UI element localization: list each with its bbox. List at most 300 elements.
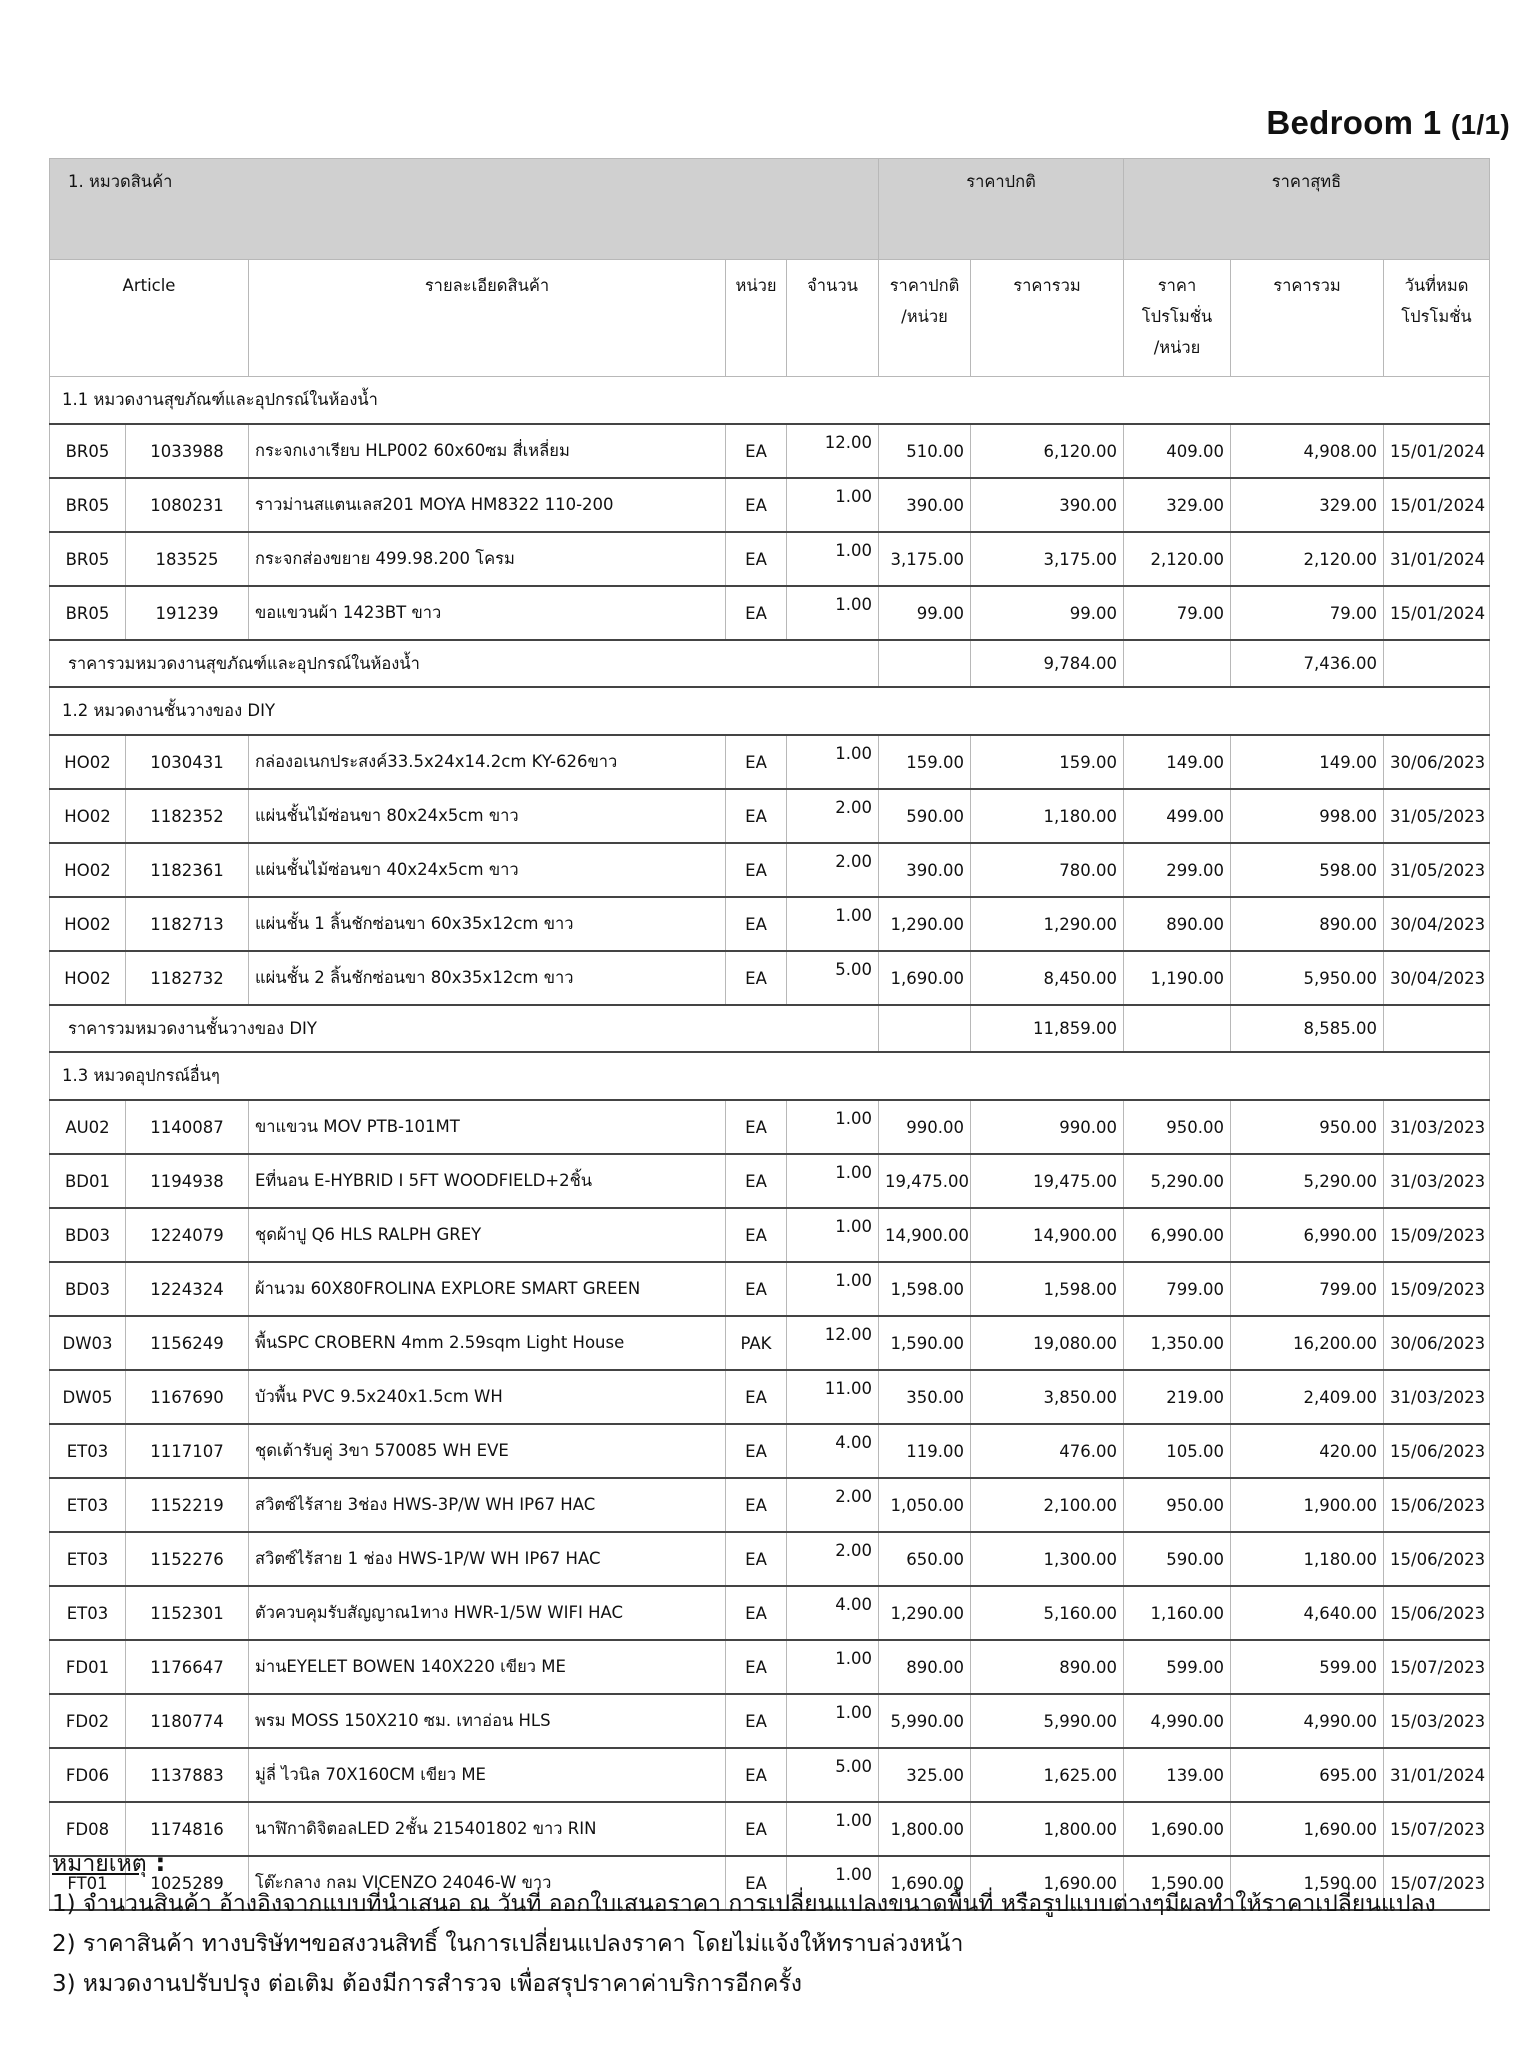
- article-cell: 1182361: [126, 843, 249, 897]
- quantity-cell: 2.00: [787, 843, 879, 897]
- subtotal-row: [50, 640, 1490, 687]
- group-code-cell: BD01: [50, 1154, 126, 1208]
- promo-price-cell: 950.00: [1124, 1478, 1231, 1532]
- header-line: โปรโมชั่น: [1141, 307, 1213, 326]
- net-total-cell: 1,900.00: [1231, 1478, 1384, 1532]
- net-total-cell: 599.00: [1231, 1640, 1384, 1694]
- regular-price-cell: 350.00: [879, 1370, 971, 1424]
- promo-price-cell: 219.00: [1124, 1370, 1231, 1424]
- net-total-cell: 79.00: [1231, 586, 1384, 640]
- regular-price-cell: 159.00: [879, 735, 971, 789]
- description-cell: ราวม่านสแตนเลส201 MOYA HM8322 110-200: [249, 478, 726, 532]
- quantity-cell: 2.00: [787, 1532, 879, 1586]
- promo-end-cell: 31/05/2023: [1384, 789, 1490, 843]
- promo-end-cell: 15/09/2023: [1384, 1262, 1490, 1316]
- regular-total-cell: 1,180.00: [971, 789, 1124, 843]
- description-cell: แผ่นชั้นไม้ซ่อนขา 80x24x5cm ขาว: [249, 789, 726, 843]
- regular-price-cell: 1,598.00: [879, 1262, 971, 1316]
- regular-price-cell: 650.00: [879, 1532, 971, 1586]
- net-total-cell: 1,590.00: [1231, 1856, 1384, 1910]
- promo-end-cell: 15/01/2024: [1384, 586, 1490, 640]
- quantity-cell: 1.00: [787, 1694, 879, 1748]
- table-row: [50, 1424, 1490, 1478]
- description-cell: กระจกเงาเรียบ HLP002 60x60ซม สี่เหลี่ยม: [249, 424, 726, 478]
- subtotal-net: 7,436.00: [1231, 640, 1384, 687]
- net-total-cell: 16,200.00: [1231, 1316, 1384, 1370]
- unit-cell: PAK: [726, 1316, 787, 1370]
- regular-price-cell: 990.00: [879, 1100, 971, 1154]
- unit-cell: EA: [726, 586, 787, 640]
- table-row: [50, 1370, 1490, 1424]
- regular-total-cell: 159.00: [971, 735, 1124, 789]
- unit-cell: EA: [726, 951, 787, 1005]
- section-row: [50, 377, 1490, 425]
- regular-price-cell: 3,175.00: [879, 532, 971, 586]
- promo-price-cell: 5,290.00: [1124, 1154, 1231, 1208]
- net-total-cell: 2,409.00: [1231, 1370, 1384, 1424]
- table-row: [50, 1208, 1490, 1262]
- promo-end-cell: 15/06/2023: [1384, 1532, 1490, 1586]
- regular-total-cell: 19,475.00: [971, 1154, 1124, 1208]
- description-cell: Eที่นอน E-HYBRID I 5FT WOODFIELD+2ชิ้น: [249, 1154, 726, 1208]
- description-cell: โต๊ะกลาง กลม VICENZO 24046-W ขาว: [249, 1856, 726, 1910]
- group-code-cell: ET03: [50, 1586, 126, 1640]
- description-cell: ผ้านวม 60X80FROLINA EXPLORE SMART GREEN: [249, 1262, 726, 1316]
- table-row: [50, 424, 1490, 478]
- group-code-cell: BR05: [50, 424, 126, 478]
- unit-cell: EA: [726, 1640, 787, 1694]
- quantity-cell: 1.00: [787, 1208, 879, 1262]
- description-cell: พรม MOSS 150X210 ซม. เทาอ่อน HLS: [249, 1694, 726, 1748]
- article-cell: 1182732: [126, 951, 249, 1005]
- description-cell: แผ่นชั้น 1 ลิ้นชักซ่อนขา 60x35x12cm ขาว: [249, 897, 726, 951]
- unit-cell: EA: [726, 478, 787, 532]
- table-row: [50, 586, 1490, 640]
- promo-end-cell: 30/06/2023: [1384, 735, 1490, 789]
- group-code-cell: FD02: [50, 1694, 126, 1748]
- promo-end-cell: 31/01/2024: [1384, 532, 1490, 586]
- regular-price-cell: 390.00: [879, 478, 971, 532]
- group-code-cell: HO02: [50, 951, 126, 1005]
- article-cell: 1140087: [126, 1100, 249, 1154]
- quantity-cell: 1.00: [787, 586, 879, 640]
- notes-heading-line: [52, 1843, 1436, 1884]
- unit-cell: EA: [726, 1424, 787, 1478]
- regular-total-cell: 1,800.00: [971, 1802, 1124, 1856]
- table-row: [50, 1478, 1490, 1532]
- group-code-cell: FD06: [50, 1748, 126, 1802]
- promo-price-cell: 590.00: [1124, 1532, 1231, 1586]
- table-row: [50, 1694, 1490, 1748]
- column-header-row: [50, 260, 1490, 377]
- net-total-cell: 149.00: [1231, 735, 1384, 789]
- promo-end-cell: 15/03/2023: [1384, 1694, 1490, 1748]
- unit-cell: EA: [726, 424, 787, 478]
- subtotal-regular: 11,859.00: [971, 1005, 1124, 1052]
- net-total-cell: 998.00: [1231, 789, 1384, 843]
- regular-price-cell: 1,690.00: [879, 1856, 971, 1910]
- promo-price-cell: 1,690.00: [1124, 1802, 1231, 1856]
- unit-cell: EA: [726, 1856, 787, 1910]
- group-code-cell: AU02: [50, 1100, 126, 1154]
- article-cell: 183525: [126, 532, 249, 586]
- quantity-cell: 2.00: [787, 789, 879, 843]
- subtotal-row: [50, 1005, 1490, 1052]
- quantity-cell: 1.00: [787, 1100, 879, 1154]
- article-cell: 1194938: [126, 1154, 249, 1208]
- group-code-cell: HO02: [50, 735, 126, 789]
- unit-cell: EA: [726, 897, 787, 951]
- net-price-group-header: ราคาสุทธิ: [1124, 159, 1490, 260]
- net-total-cell: 2,120.00: [1231, 532, 1384, 586]
- promo-price-cell: 105.00: [1124, 1424, 1231, 1478]
- regular-total-cell: 1,690.00: [971, 1856, 1124, 1910]
- regular-total-cell: 890.00: [971, 1640, 1124, 1694]
- description-column-header: รายละเอียดสินค้า: [249, 260, 726, 377]
- description-cell: นาฬิกาดิจิตอลLED 2ชั้น 215401802 ขาว RIN: [249, 1802, 726, 1856]
- net-total-cell: 6,990.00: [1231, 1208, 1384, 1262]
- table-row: [50, 1532, 1490, 1586]
- promo-end-cell: 31/05/2023: [1384, 843, 1490, 897]
- net-total-cell: 4,990.00: [1231, 1694, 1384, 1748]
- net-total-cell: 950.00: [1231, 1100, 1384, 1154]
- promo-end-cell: 31/03/2023: [1384, 1154, 1490, 1208]
- description-cell: ชุดเต้ารับคู่ 3ขา 570085 WH EVE: [249, 1424, 726, 1478]
- quantity-cell: 5.00: [787, 1748, 879, 1802]
- quantity-cell: 4.00: [787, 1424, 879, 1478]
- net-total-cell: 799.00: [1231, 1262, 1384, 1316]
- description-cell: มู่ลี่ ไวนิล 70X160CM เขียว ME: [249, 1748, 726, 1802]
- regular-total-cell: 6,120.00: [971, 424, 1124, 478]
- regular-price-cell: 1,050.00: [879, 1478, 971, 1532]
- article-cell: 1182713: [126, 897, 249, 951]
- unit-cell: EA: [726, 1586, 787, 1640]
- section-title: 1.1 หมวดงานสุขภัณฑ์และอุปกรณ์ในห้องน้ำ: [50, 377, 1490, 425]
- subtotal-spacer: [879, 640, 971, 687]
- promo-end-cell: 31/03/2023: [1384, 1100, 1490, 1154]
- table-row: [50, 1640, 1490, 1694]
- promo-price-cell: 4,990.00: [1124, 1694, 1231, 1748]
- regular-price-unit-column-header: [879, 260, 971, 377]
- table-row: [50, 478, 1490, 532]
- subtotal-spacer: [1384, 640, 1490, 687]
- promo-price-cell: 2,120.00: [1124, 532, 1231, 586]
- group-code-cell: ET03: [50, 1532, 126, 1586]
- promo-price-cell: 329.00: [1124, 478, 1231, 532]
- description-cell: กระจกส่องขยาย 499.98.200 โครม: [249, 532, 726, 586]
- regular-price-cell: 119.00: [879, 1424, 971, 1478]
- unit-cell: EA: [726, 1370, 787, 1424]
- group-code-cell: FT01: [50, 1856, 126, 1910]
- group-code-cell: ET03: [50, 1424, 126, 1478]
- article-cell: 1152301: [126, 1586, 249, 1640]
- category-header: 1. หมวดสินค้า: [50, 159, 879, 260]
- group-code-cell: HO02: [50, 897, 126, 951]
- subtotal-regular: 9,784.00: [971, 640, 1124, 687]
- regular-total-cell: 780.00: [971, 843, 1124, 897]
- promo-price-cell: 6,990.00: [1124, 1208, 1231, 1262]
- regular-total-cell: 1,290.00: [971, 897, 1124, 951]
- subtotal-spacer: [1384, 1005, 1490, 1052]
- quantity-cell: 12.00: [787, 1316, 879, 1370]
- section-title: 1.2 หมวดงานชั้นวางของ DIY: [50, 687, 1490, 735]
- description-cell: สวิตซ์ไร้สาย 3ช่อง HWS-3P/W WH IP67 HAC: [249, 1478, 726, 1532]
- header-line: /หน่วย: [901, 307, 948, 326]
- promo-end-column-header: [1384, 260, 1490, 377]
- subtotal-spacer: [1124, 640, 1231, 687]
- unit-cell: EA: [726, 1748, 787, 1802]
- promo-end-cell: 31/01/2024: [1384, 1748, 1490, 1802]
- article-cell: 1117107: [126, 1424, 249, 1478]
- quantity-cell: 4.00: [787, 1586, 879, 1640]
- page-title-main: Bedroom 1: [1266, 104, 1442, 141]
- description-cell: พื้นSPC CROBERN 4mm 2.59sqm Light House: [249, 1316, 726, 1370]
- section-row: [50, 687, 1490, 735]
- quantity-cell: 1.00: [787, 897, 879, 951]
- header-line: วันที่หมด: [1404, 276, 1469, 295]
- description-cell: ม่านEYELET BOWEN 140X220 เขียว ME: [249, 1640, 726, 1694]
- quantity-cell: 1.00: [787, 532, 879, 586]
- promo-price-cell: 950.00: [1124, 1100, 1231, 1154]
- promo-end-cell: 15/06/2023: [1384, 1478, 1490, 1532]
- promo-end-cell: 30/06/2023: [1384, 1316, 1490, 1370]
- unit-cell: EA: [726, 1100, 787, 1154]
- promo-price-cell: 1,190.00: [1124, 951, 1231, 1005]
- quantity-cell: 11.00: [787, 1370, 879, 1424]
- promo-price-cell: 890.00: [1124, 897, 1231, 951]
- article-cell: 191239: [126, 586, 249, 640]
- promo-end-cell: 15/07/2023: [1384, 1640, 1490, 1694]
- table-row: [50, 951, 1490, 1005]
- unit-cell: EA: [726, 1694, 787, 1748]
- table-row: [50, 735, 1490, 789]
- subtotal-label: ราคารวมหมวดงานชั้นวางของ DIY: [50, 1005, 879, 1052]
- regular-total-cell: 8,450.00: [971, 951, 1124, 1005]
- unit-cell: EA: [726, 1154, 787, 1208]
- table-row: [50, 843, 1490, 897]
- article-cell: 1224079: [126, 1208, 249, 1262]
- quantity-cell: 1.00: [787, 735, 879, 789]
- header-line: ราคา: [1157, 276, 1197, 295]
- article-cell: 1152219: [126, 1478, 249, 1532]
- article-column-header: Article: [50, 260, 249, 377]
- article-cell: 1033988: [126, 424, 249, 478]
- regular-total-cell: 3,175.00: [971, 532, 1124, 586]
- description-cell: แผ่นชั้น 2 ลิ้นชักซ่อนขา 80x35x12cm ขาว: [249, 951, 726, 1005]
- note-line: 1) จำนวนสินค้า อ้างอิงจากแบบที่นำเสนอ ณ วันที่ ออกใบเสนอราคา การเปลี่ยนแปลงขนาดพื้นที่ หรือรูปแบบต่างๆมีผลทำให้ราคาเปลี่ยนแปลง: [52, 1891, 1436, 1917]
- description-cell: ตัวควบคุมรับสัญญาณ1ทาง HWR-1/5W WIFI HAC: [249, 1586, 726, 1640]
- group-code-cell: BD03: [50, 1262, 126, 1316]
- group-code-cell: BR05: [50, 478, 126, 532]
- promo-end-cell: 15/06/2023: [1384, 1586, 1490, 1640]
- promo-price-cell: 1,160.00: [1124, 1586, 1231, 1640]
- promo-price-cell: 499.00: [1124, 789, 1231, 843]
- regular-total-cell: 390.00: [971, 478, 1124, 532]
- regular-price-cell: 1,800.00: [879, 1802, 971, 1856]
- subtotal-spacer: [1124, 1005, 1231, 1052]
- promo-price-cell: 409.00: [1124, 424, 1231, 478]
- regular-price-cell: 590.00: [879, 789, 971, 843]
- promo-end-cell: 15/01/2024: [1384, 424, 1490, 478]
- unit-cell: EA: [726, 1208, 787, 1262]
- promo-price-cell: 149.00: [1124, 735, 1231, 789]
- net-total-cell: 5,290.00: [1231, 1154, 1384, 1208]
- unit-cell: EA: [726, 1262, 787, 1316]
- group-code-cell: FD08: [50, 1802, 126, 1856]
- promo-end-cell: 30/04/2023: [1384, 897, 1490, 951]
- unit-cell: EA: [726, 1532, 787, 1586]
- table-row: [50, 1154, 1490, 1208]
- regular-total-cell: 990.00: [971, 1100, 1124, 1154]
- notes-heading: หมายเหตุ: [52, 1851, 147, 1877]
- unit-cell: EA: [726, 843, 787, 897]
- article-cell: 1137883: [126, 1748, 249, 1802]
- promo-price-cell: 1,590.00: [1124, 1856, 1231, 1910]
- notes: [52, 1843, 1436, 2004]
- table-row: [50, 1262, 1490, 1316]
- regular-price-cell: 1,590.00: [879, 1316, 971, 1370]
- promo-price-cell: 1,350.00: [1124, 1316, 1231, 1370]
- unit-cell: EA: [726, 1802, 787, 1856]
- regular-total-cell: 5,160.00: [971, 1586, 1124, 1640]
- regular-price-cell: 890.00: [879, 1640, 971, 1694]
- table-row: [50, 1748, 1490, 1802]
- article-cell: 1025289: [126, 1856, 249, 1910]
- article-cell: 1224324: [126, 1262, 249, 1316]
- section-title: 1.3 หมวดอุปกรณ์อื่นๆ: [50, 1052, 1490, 1100]
- article-cell: 1182352: [126, 789, 249, 843]
- promo-end-cell: 15/09/2023: [1384, 1208, 1490, 1262]
- group-code-cell: FD01: [50, 1640, 126, 1694]
- regular-total-cell: 476.00: [971, 1424, 1124, 1478]
- group-code-cell: DW05: [50, 1370, 126, 1424]
- promo-end-cell: 15/06/2023: [1384, 1424, 1490, 1478]
- article-cell: 1156249: [126, 1316, 249, 1370]
- table-row: [50, 789, 1490, 843]
- unit-column-header: หน่วย: [726, 260, 787, 377]
- page-title: [1266, 104, 1510, 142]
- net-total-cell: 890.00: [1231, 897, 1384, 951]
- quantity-cell: 1.00: [787, 1640, 879, 1694]
- promo-price-cell: 139.00: [1124, 1748, 1231, 1802]
- note-line: 3) หมวดงานปรับปรุง ต่อเติม ต้องมีการสำรวจ เพื่อสรุปราคาค่าบริการอีกครั้ง: [52, 1971, 802, 1997]
- regular-total-cell: 3,850.00: [971, 1370, 1124, 1424]
- quantity-cell: 2.00: [787, 1478, 879, 1532]
- unit-cell: EA: [726, 1478, 787, 1532]
- table-row: [50, 532, 1490, 586]
- description-cell: แผ่นชั้นไม้ซ่อนขา 40x24x5cm ขาว: [249, 843, 726, 897]
- description-cell: กล่องอเนกประสงค์33.5x24x14.2cm KY-626ขาว: [249, 735, 726, 789]
- regular-price-cell: 99.00: [879, 586, 971, 640]
- article-cell: 1152276: [126, 1532, 249, 1586]
- regular-price-cell: 1,290.00: [879, 897, 971, 951]
- regular-total-cell: 5,990.00: [971, 1694, 1124, 1748]
- group-code-cell: HO02: [50, 843, 126, 897]
- regular-price-cell: 14,900.00: [879, 1208, 971, 1262]
- regular-total-cell: 14,900.00: [971, 1208, 1124, 1262]
- description-cell: ขอแขวนผ้า 1423BT ขาว: [249, 586, 726, 640]
- promo-price-unit-column-header: [1124, 260, 1231, 377]
- section-row: [50, 1052, 1490, 1100]
- notes-colon: :: [146, 1848, 166, 1877]
- regular-total-cell: 99.00: [971, 586, 1124, 640]
- promo-price-cell: 299.00: [1124, 843, 1231, 897]
- net-total-cell: 5,950.00: [1231, 951, 1384, 1005]
- table-row: [50, 897, 1490, 951]
- note-line: 2) ราคาสินค้า ทางบริษัทฯขอสงวนสิทธิ์ ในการเปลี่ยนแปลงราคา โดยไม่แจ้งให้ทราบล่วงหน้า: [52, 1931, 964, 1957]
- table-row: [50, 1100, 1490, 1154]
- promo-end-cell: 31/03/2023: [1384, 1370, 1490, 1424]
- subtotal-label: ราคารวมหมวดงานสุขภัณฑ์และอุปกรณ์ในห้องน้ำ: [50, 640, 879, 687]
- group-code-cell: BD03: [50, 1208, 126, 1262]
- page-title-page-count: (1/1): [1450, 109, 1510, 140]
- unit-cell: EA: [726, 735, 787, 789]
- unit-cell: EA: [726, 532, 787, 586]
- promo-end-cell: 30/04/2023: [1384, 951, 1490, 1005]
- regular-total-cell: 1,300.00: [971, 1532, 1124, 1586]
- promo-end-cell: 15/01/2024: [1384, 478, 1490, 532]
- quantity-cell: 1.00: [787, 1262, 879, 1316]
- quantity-column-header: จำนวน: [787, 260, 879, 377]
- table-row: [50, 1586, 1490, 1640]
- header-line: โปรโมชั่น: [1401, 307, 1472, 326]
- regular-price-cell: 390.00: [879, 843, 971, 897]
- header-group-row: [50, 159, 1490, 260]
- table-row: [50, 1316, 1490, 1370]
- promo-price-cell: 599.00: [1124, 1640, 1231, 1694]
- net-total-cell: 598.00: [1231, 843, 1384, 897]
- regular-price-cell: 19,475.00: [879, 1154, 971, 1208]
- article-cell: 1176647: [126, 1640, 249, 1694]
- regular-total-cell: 19,080.00: [971, 1316, 1124, 1370]
- article-cell: 1167690: [126, 1370, 249, 1424]
- net-total-column-header: ราคารวม: [1231, 260, 1384, 377]
- net-total-cell: 4,908.00: [1231, 424, 1384, 478]
- group-code-cell: HO02: [50, 789, 126, 843]
- net-total-cell: 420.00: [1231, 1424, 1384, 1478]
- net-total-cell: 4,640.00: [1231, 1586, 1384, 1640]
- regular-total-cell: 1,625.00: [971, 1748, 1124, 1802]
- subtotal-net: 8,585.00: [1231, 1005, 1384, 1052]
- article-cell: 1174816: [126, 1802, 249, 1856]
- header-line: /หน่วย: [1153, 338, 1201, 357]
- price-table: [49, 158, 1490, 1911]
- regular-price-cell: 1,290.00: [879, 1586, 971, 1640]
- subtotal-spacer: [879, 1005, 971, 1052]
- net-total-cell: 1,690.00: [1231, 1802, 1384, 1856]
- regular-total-cell: 1,598.00: [971, 1262, 1124, 1316]
- group-code-cell: BR05: [50, 532, 126, 586]
- regular-price-cell: 510.00: [879, 424, 971, 478]
- promo-end-cell: 15/07/2023: [1384, 1856, 1490, 1910]
- promo-end-cell: 15/07/2023: [1384, 1802, 1490, 1856]
- header-line: ราคาปกติ: [889, 276, 960, 295]
- regular-price-group-header: ราคาปกติ: [879, 159, 1124, 260]
- net-total-cell: 329.00: [1231, 478, 1384, 532]
- article-cell: 1080231: [126, 478, 249, 532]
- regular-price-cell: 1,690.00: [879, 951, 971, 1005]
- unit-cell: EA: [726, 789, 787, 843]
- regular-price-cell: 5,990.00: [879, 1694, 971, 1748]
- regular-price-cell: 325.00: [879, 1748, 971, 1802]
- description-cell: ชุดผ้าปู Q6 HLS RALPH GREY: [249, 1208, 726, 1262]
- description-cell: สวิตซ์ไร้สาย 1 ช่อง HWS-1P/W WH IP67 HAC: [249, 1532, 726, 1586]
- description-cell: บัวพื้น PVC 9.5x240x1.5cm WH: [249, 1370, 726, 1424]
- promo-price-cell: 79.00: [1124, 586, 1231, 640]
- quantity-cell: 5.00: [787, 951, 879, 1005]
- description-cell: ขาแขวน MOV PTB-101MT: [249, 1100, 726, 1154]
- net-total-cell: 1,180.00: [1231, 1532, 1384, 1586]
